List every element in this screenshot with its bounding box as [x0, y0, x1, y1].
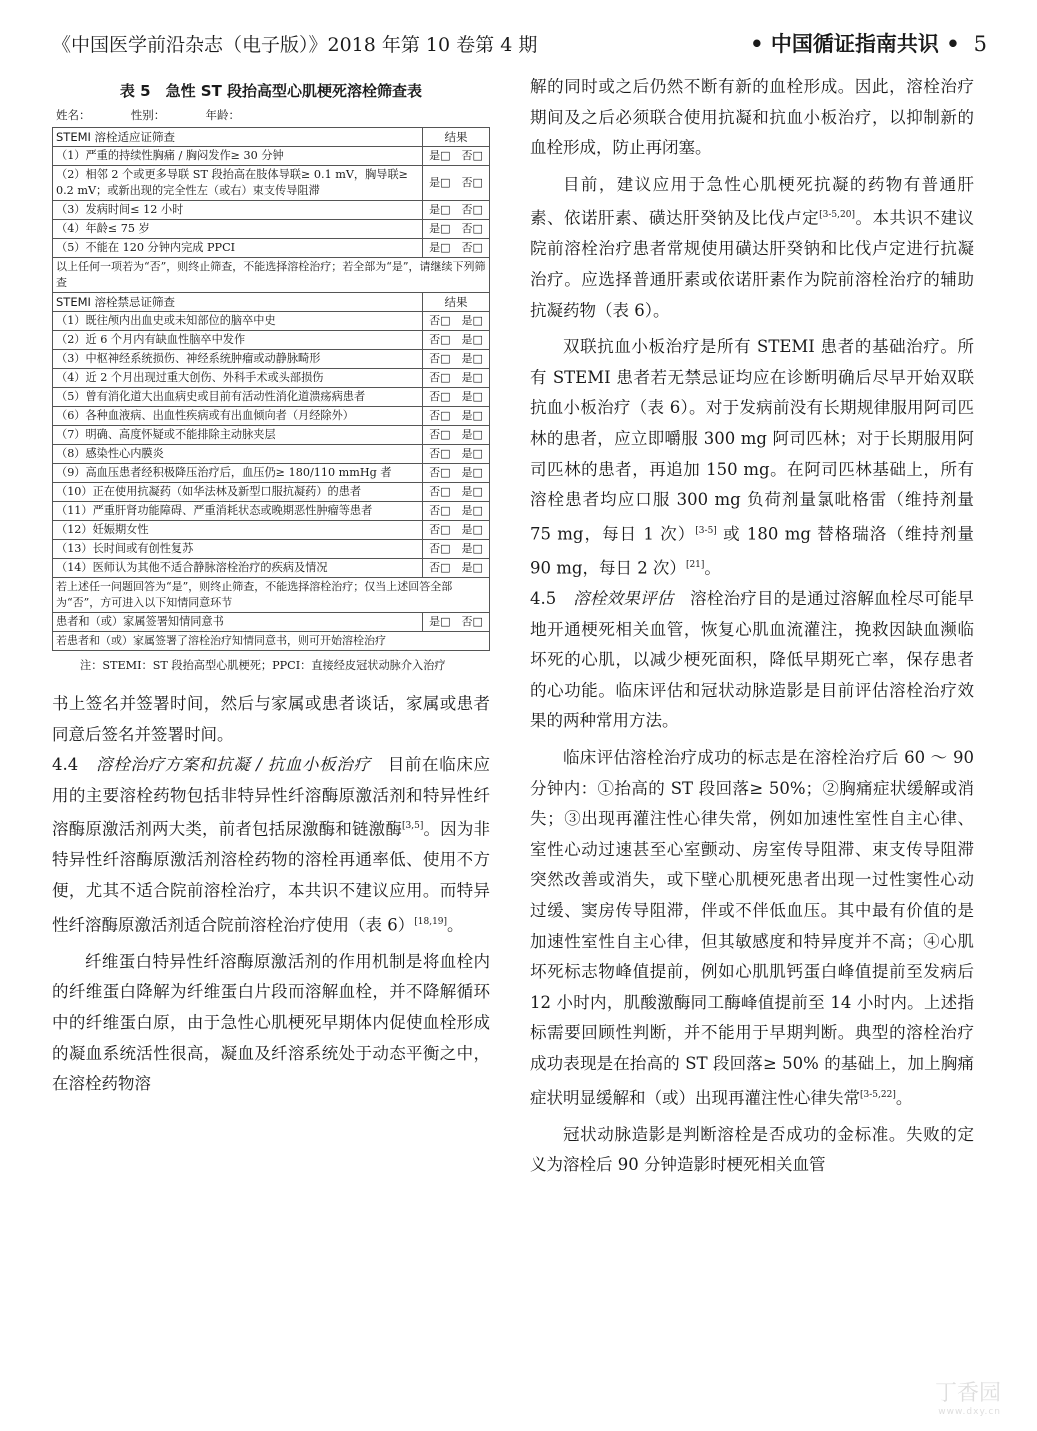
table-cell-item: （3）发病时间≤ 12 小时	[53, 201, 423, 220]
table-cell-result: 是□ 否□	[423, 220, 490, 239]
section-4-5-body: 溶栓治疗目的是通过溶解血栓尽可能早地开通梗死相关血管，恢复心肌血流灌注，挽救因缺血濒临坏死的心肌，以减少梗死面积，降低早期死亡率，保存患者的心功能。临床评估和冠状动脉造影是目前评估溶栓治疗效果的两种常用方法。	[530, 589, 975, 731]
section-4-4-number: 4.4	[52, 755, 97, 775]
left-column	[52, 72, 490, 1100]
page-number: 5	[973, 32, 987, 56]
table-row	[53, 426, 490, 445]
right-paragraph-3-a: 双联抗血小板治疗是所有 STEMI 患者的基础治疗。所有 STEMI 患者若无禁忌证均应在诊断明确后尽早开始双联抗血小板治疗（表 6）。对于发病前没有长期规律服用阿司匹林的患者，应立即嚼服 300 mg 阿司匹林；对于长期服用阿司匹林的患者，再追加 150 mg。在阿司匹林基础上，所有溶栓患者均应口服 300 mg 负荷剂量氯吡格雷（维持剂量 75 mg，每日 1 次）	[530, 337, 974, 544]
watermark-text: 丁香园	[934, 1381, 1001, 1406]
table-cell-result: 否□ 是□	[423, 350, 490, 369]
table-cell-result: 是□ 否□	[423, 147, 490, 166]
right-paragraph-5-b: 。	[895, 1088, 913, 1107]
table-cell-item: （1）既往颅内出血史或未知部位的脑卒中史	[53, 312, 423, 331]
citation: [3-5,22]	[860, 1089, 896, 1100]
table-fields: 姓名： 性别： 年龄：	[56, 108, 240, 122]
table-row	[53, 220, 490, 239]
table-cell-result: 否□ 是□	[423, 559, 490, 578]
section-label: • 中国循证指南共识 •	[750, 32, 960, 56]
section-4-4-title: 溶栓治疗方案和抗凝 / 抗血小板治疗	[96, 755, 371, 775]
right-paragraph-3	[530, 332, 974, 584]
table-cell-result: 是□ 否□	[423, 166, 490, 201]
section-4-4-body-2: 。因为非特异性纤溶酶原激活剂溶栓药物的溶栓再通率低、使用不方便，尤其不适合院前溶栓治疗，本共识不建议应用。而特异性纤溶酶原激活剂适合院前溶栓治疗使用（表 6）	[52, 819, 491, 935]
table-row	[53, 613, 490, 632]
table-cell-item: （4）年龄≤ 75 岁	[53, 220, 423, 239]
table-cell-item: （2）相邻 2 个或更多导联 ST 段抬高在肢体导联≥ 0.1 mV，胸导联≥ 0.2 mV；或新出现的完全性左（或右）束支传导阻滞	[53, 166, 423, 201]
right-paragraph-3-c: 。	[704, 558, 721, 578]
citation: [3,5]	[402, 821, 424, 832]
table-cell-item: STEMI 溶栓适应证筛查	[53, 128, 423, 147]
table-cell-result: 是□ 否□	[423, 201, 490, 220]
table-cell-result: 否□ 是□	[423, 407, 490, 426]
citation: [3-5,20]	[819, 210, 855, 221]
table-row	[53, 483, 490, 502]
table-row	[53, 445, 490, 464]
watermark-url: www.dxy.cn	[938, 1407, 1001, 1417]
section-4-5-title: 溶栓效果评估	[573, 589, 674, 608]
table-cell-result: 否□ 是□	[423, 369, 490, 388]
table-note-row	[53, 258, 490, 293]
table-cell-item: （3）中枢神经系统损伤、神经系统肿瘤或动静脉畸形	[53, 350, 423, 369]
table-cell-note: 以上任何一项若为“否”，则终止筛查，不能选择溶栓治疗；若全部为“是”，请继续下列筛查	[53, 258, 490, 293]
table-row	[53, 407, 490, 426]
table-cell-result: 否□ 是□	[423, 483, 490, 502]
table-cell-item: （4）近 2 个月出现过重大创伤、外科手术或头部损伤	[53, 369, 423, 388]
table-row	[53, 540, 490, 559]
table-row	[53, 559, 490, 578]
table-cell-note: 若上述任一问题回答为“是”，则终止筛查，不能选择溶栓治疗；仅当上述回答全部为“否”，方可进入以下知情同意环节	[53, 578, 490, 613]
table-row	[53, 201, 490, 220]
table-row	[53, 350, 490, 369]
table-cell-result: 否□ 是□	[423, 502, 490, 521]
section-4-5	[530, 584, 974, 737]
table-row	[53, 239, 490, 258]
table-cell-result: 结果	[423, 128, 490, 147]
table-row	[53, 166, 490, 201]
table-cell-result: 否□ 是□	[423, 312, 490, 331]
table-row	[53, 369, 490, 388]
table-note-row	[53, 632, 490, 651]
table-row	[53, 388, 490, 407]
table-cell-note: 若患者和（或）家属签署了溶栓治疗知情同意书，则可开始溶栓治疗	[53, 632, 490, 651]
screening-table	[52, 127, 490, 651]
citation: [3-5]	[695, 525, 717, 536]
table-cell-item: （2）近 6 个月内有缺血性脑卒中发作	[53, 331, 423, 350]
table-row	[53, 331, 490, 350]
table-cell-result: 否□ 是□	[423, 331, 490, 350]
table-section-header	[53, 293, 490, 312]
section-4-4	[52, 750, 490, 941]
table-cell-result: 是□ 否□	[423, 613, 490, 632]
right-paragraph-6: 冠状动脉造影是判断溶栓是否成功的金标准。失败的定义为溶栓后 90 分钟造影时梗死相关血管	[530, 1124, 974, 1175]
table-cell-item: （12）妊娠期女性	[53, 521, 423, 540]
right-paragraph-5-a: 临床评估溶栓治疗成功的标志是在溶栓治疗后 60 ～ 90 分钟内：①抬高的 ST 段回落≥ 50%；②胸痛症状缓解或消失；③出现再灌注性心律失常，例如加速性室性自主心律、室性心动过速甚至心室颤动、房室传导阻滞、束支传导阻滞突然改善或消失，或下壁心肌梗死患者出现一过性窦性心动过缓、窦房传导阻滞，伴或不伴低血压。其中最有价值的是加速性室性自主心律，但其敏感度和特异度并不高；④心肌坏死标志物峰值提前，例如心肌肌钙蛋白峰值提前至发病后 12 小时内，肌酸激酶同工酶峰值提前至 14 小时内。上述指标需要回顾性判断，并不能用于早期判断。典型的溶栓治疗成功表现是在抬高的 ST 段回落≥ 50% 的基础上，加上胸痛症状明显缓解和（或）出现再灌注性心律失常	[530, 747, 974, 1107]
table-cell-item: （14）医师认为其他不适合静脉溶栓治疗的疾病及情况	[53, 559, 423, 578]
table-row	[53, 521, 490, 540]
table-cell-item: STEMI 溶栓禁忌证筛查	[53, 293, 423, 312]
table-cell-result: 否□ 是□	[423, 464, 490, 483]
table-cell-item: （5）曾有消化道大出血病史或目前有活动性消化道溃疡病患者	[53, 388, 423, 407]
table-cell-item: （13）长时间或有创性复苏	[53, 540, 423, 559]
table-note-row	[53, 578, 490, 613]
table-footnote: 注：STEMI：ST 段抬高型心肌梗死；PPCI：直接经皮冠状动脉介入治疗	[80, 659, 446, 672]
section-4-5-number: 4.5	[530, 589, 574, 608]
right-paragraph-3-b: 或 180 mg 替格瑞洛（维持剂量 90 mg，每日 2 次）	[530, 524, 975, 578]
table-row	[53, 147, 490, 166]
right-paragraph-5	[530, 743, 974, 1114]
table-cell-item: 患者和（或）家属签署知情同意书	[53, 613, 423, 632]
table-row	[53, 502, 490, 521]
citation: [18,19]	[414, 916, 448, 927]
table-title: 表 5 急性 ST 段抬高型心肌梗死溶栓筛查表	[119, 82, 423, 100]
section-4-4-body: 目前在临床应用的主要溶栓药物包括非特异性纤溶酶原激活剂和特异性纤溶酶原激活剂两大类，前者包括尿激酶和链激酶	[52, 755, 490, 839]
table-cell-item: （7）明确、高度怀疑或不能排除主动脉夹层	[53, 426, 423, 445]
table-cell-item: （1）严重的持续性胸痛 / 胸闷发作≥ 30 分钟	[53, 147, 423, 166]
section-4-4-end: 。	[447, 915, 464, 935]
table-cell-result: 否□ 是□	[423, 426, 490, 445]
right-paragraph-1: 解的同时或之后仍然不断有新的血栓形成。因此，溶栓治疗期间及之后必须联合使用抗凝和抗血小板治疗，以抑制新的血栓形成，防止再闭塞。	[530, 77, 974, 158]
citation: [21]	[685, 559, 705, 570]
table-cell-result: 是□ 否□	[423, 239, 490, 258]
table-cell-result: 否□ 是□	[423, 388, 490, 407]
table-cell-item: （8）感染性心内膜炎	[53, 445, 423, 464]
right-paragraph-2	[530, 170, 974, 326]
table-cell-item: （11）严重肝肾功能障碍、严重消耗状态或晚期恶性肿瘤等患者	[53, 502, 423, 521]
section-header	[750, 28, 987, 58]
right-paragraph-2-b: 。本共识不建议院前溶栓治疗患者常规使用磺达肝癸钠和比伐卢定进行抗凝治疗。应选择普通肝素或依诺肝素作为院前溶栓治疗的辅助抗凝药物（表 6）。	[530, 208, 975, 320]
table-section-header	[53, 128, 490, 147]
journal-header: 《中国医学前沿杂志（电子版）》2018 年第 10 卷第 4 期	[52, 34, 538, 56]
right-paragraph-2-a: 目前，建议应用于急性心肌梗死抗凝的药物有普通肝素、依诺肝素、磺达肝癸钠及比伐卢定	[530, 174, 974, 228]
table-row	[53, 464, 490, 483]
table-cell-result: 否□ 是□	[423, 445, 490, 464]
left-paragraph-3: 纤维蛋白特异性纤溶酶原激活剂的作用机制是将血栓内的纤维蛋白降解为纤维蛋白片段而溶解血栓，并不降解循环中的纤维蛋白原，由于急性心肌梗死早期体内促使血栓形成的凝血系统活性很高，凝血及纤溶系统处于动态平衡之中，在溶栓药物溶	[52, 951, 490, 1094]
table-row	[53, 312, 490, 331]
table-cell-item: （9）高血压患者经积极降压治疗后，血压仍≥ 180/110 mmHg 者	[53, 464, 423, 483]
right-column	[530, 72, 974, 1181]
table-cell-item: （6）各种血液病、出血性疾病或有出血倾向者（月经除外）	[53, 407, 423, 426]
table-cell-result: 否□ 是□	[423, 540, 490, 559]
table-cell-result: 否□ 是□	[423, 521, 490, 540]
watermark-logo	[935, 1376, 1001, 1417]
table-cell-item: （5）不能在 120 分钟内完成 PPCI	[53, 239, 423, 258]
left-paragraph-1: 书上签名并签署时间，然后与家属或患者谈话，家属或患者同意后签名并签署时间。	[52, 694, 490, 744]
table-cell-item: （10）正在使用抗凝药（如华法林及新型口服抗凝药）的患者	[53, 483, 423, 502]
table-cell-result: 结果	[423, 293, 490, 312]
